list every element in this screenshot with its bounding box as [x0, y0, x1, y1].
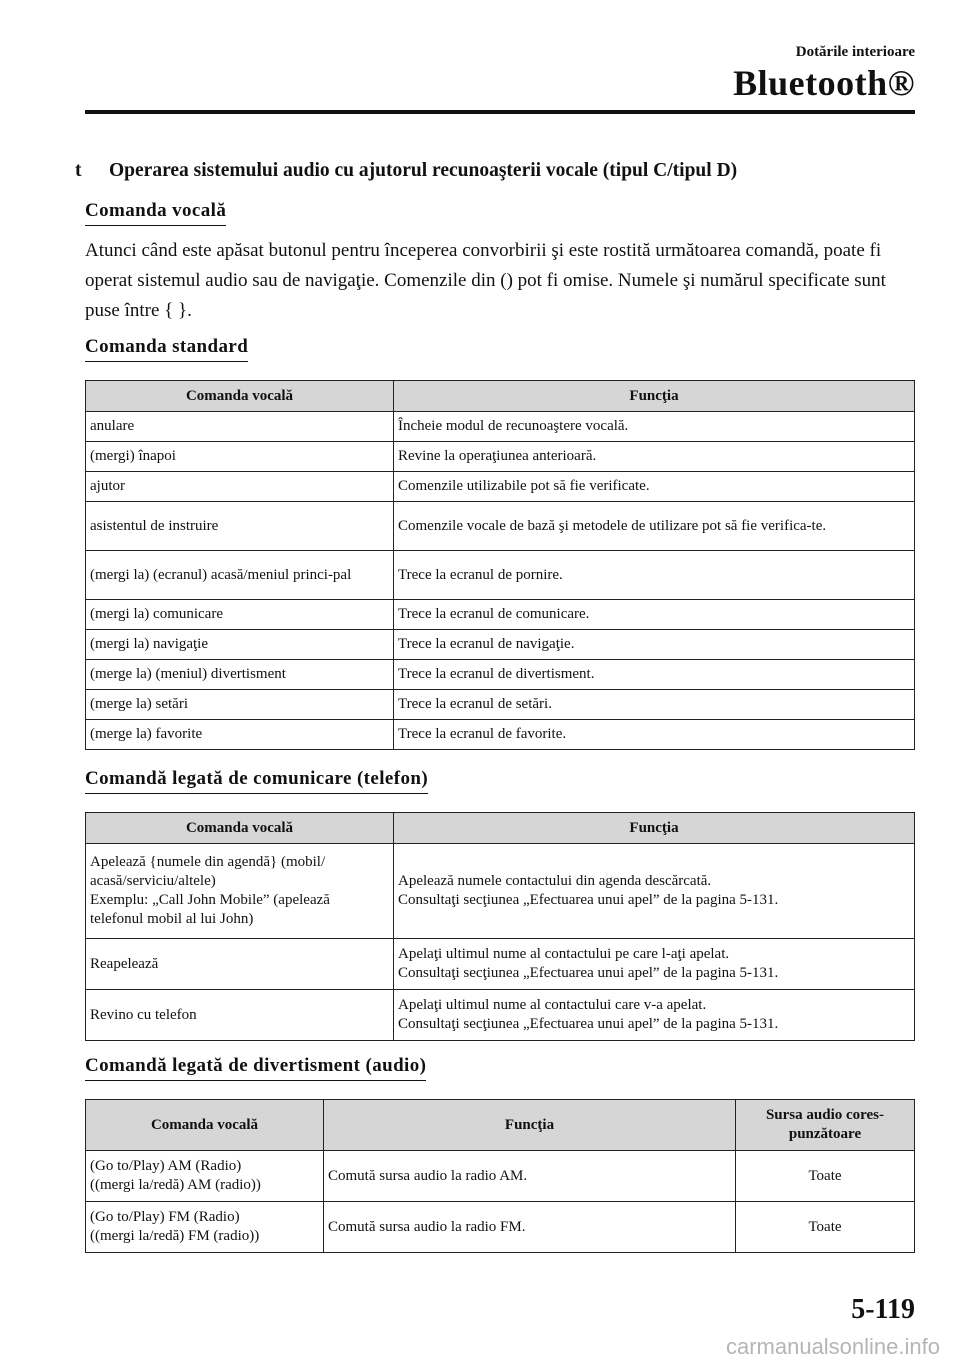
table-row [86, 600, 915, 630]
table-row [86, 660, 915, 690]
table-row [86, 990, 915, 1041]
command-line: Revino cu telefon [90, 1006, 197, 1023]
command-cell [86, 1151, 324, 1202]
table-header-row [86, 1100, 915, 1151]
table-header-row [86, 381, 915, 412]
table-row [86, 1202, 915, 1253]
table-row [86, 630, 915, 660]
table-header-row [86, 813, 915, 844]
function-cell: Încheie modul de recunoaştere vocală. [394, 412, 915, 442]
source-cell: Toate [736, 1202, 915, 1253]
table-row [86, 939, 915, 990]
command-cell: (merge la) (meniul) divertisment [86, 660, 394, 690]
communication-command-table [85, 812, 915, 1041]
function-cell: Trece la ecranul de comunicare. [394, 600, 915, 630]
standard-command-heading: Comanda standard [85, 336, 248, 362]
table-row [86, 502, 915, 551]
page-content [75, 160, 915, 1253]
table-row [86, 442, 915, 472]
table-row [86, 551, 915, 600]
table-row [86, 720, 915, 750]
command-cell [86, 1202, 324, 1253]
function-line: Consultaţi secţiunea „Efectuarea unui apel” de la pagina 5-131. [398, 892, 779, 908]
command-line: Exemplu: „Call John Mobile” (apelează [90, 892, 330, 908]
source-header-line: Sursa audio cores- [765, 1107, 885, 1123]
function-line: Apelaţi ultimul nume al contactului care v-a apelat. [398, 997, 707, 1013]
command-line: (Go to/Play) FM (Radio) [90, 1209, 240, 1225]
column-header-command: Comanda vocală [86, 381, 394, 412]
function-cell: Comută sursa audio la radio FM. [324, 1202, 736, 1253]
function-cell: Trece la ecranul de pornire. [394, 551, 915, 600]
command-line: acasă/serviciu/altele) [90, 873, 216, 889]
command-line: telefonul mobil al lui John) [90, 911, 254, 927]
function-cell: Trece la ecranul de divertisment. [394, 660, 915, 690]
command-cell: (mergi la) comunicare [86, 600, 394, 630]
bullet-marker: t [75, 160, 82, 181]
command-cell: (mergi la) (ecranul) acasă/meniul princi-pal [86, 551, 394, 600]
function-cell: Comenzile utilizabile pot să fie verificate. [394, 472, 915, 502]
command-cell: (mergi la) navigaţie [86, 630, 394, 660]
table-row [86, 412, 915, 442]
function-cell: Revine la operaţiunea anterioară. [394, 442, 915, 472]
entertainment-command-table [85, 1099, 915, 1253]
column-header-function: Funcţia [394, 381, 915, 412]
function-cell [394, 844, 915, 939]
command-line: (Go to/Play) AM (Radio) [90, 1158, 242, 1174]
voice-command-heading: Comanda vocală [85, 200, 226, 226]
entertainment-command-heading: Comandă legată de divertisment (audio) [85, 1055, 426, 1081]
function-line: Apelează numele contactului din agenda descărcată. [398, 873, 712, 889]
column-header-command: Comanda vocală [86, 1100, 324, 1151]
command-cell: anulare [86, 412, 394, 442]
command-cell [86, 939, 394, 990]
standard-command-table [85, 380, 915, 750]
table-row [86, 1151, 915, 1202]
header-section-name: Dotările interioare [795, 44, 915, 60]
table-row [86, 472, 915, 502]
function-cell: Trece la ecranul de setări. [394, 690, 915, 720]
column-header-function: Funcţia [324, 1100, 736, 1151]
voice-command-paragraph: Atunci când este apăsat butonul pentru începerea convorbirii şi este rostită următoarea comandă, poate fi operat sistemul audio sau de navigaţie. Comenzile din () pot fi omise. Numele şi numărul specificate sunt puse între { }. [85, 240, 886, 321]
command-cell: ajutor [86, 472, 394, 502]
function-cell: Trece la ecranul de navigaţie. [394, 630, 915, 660]
command-cell: (merge la) setări [86, 690, 394, 720]
function-cell: Trece la ecranul de favorite. [394, 720, 915, 750]
section-title-text: Operarea sistemului audio cu ajutorul recunoaşterii vocale (tipul C/tipul D) [109, 160, 738, 181]
table-row [86, 844, 915, 939]
command-line: ((mergi la/redă) FM (radio)) [90, 1228, 260, 1244]
function-cell: Comenzile vocale de bază şi metodele de utilizare pot să fie verifica-te. [394, 502, 915, 551]
command-cell: (merge la) favorite [86, 720, 394, 750]
source-cell: Toate [736, 1151, 915, 1202]
column-header-command: Comanda vocală [86, 813, 394, 844]
function-cell [394, 990, 915, 1041]
footer-watermark: carmanualsonline.info [725, 1334, 940, 1359]
function-cell: Comută sursa audio la radio AM. [324, 1151, 736, 1202]
column-header-function: Funcţia [394, 813, 915, 844]
source-header-line: punzătoare [788, 1126, 862, 1142]
command-cell: (mergi) înapoi [86, 442, 394, 472]
command-line: Reapelează [90, 955, 159, 972]
header-title: Bluetooth® [733, 63, 915, 103]
command-line: Apelează {numele din agendă} (mobil/ [90, 854, 326, 870]
function-cell [394, 939, 915, 990]
header-rule [85, 110, 915, 114]
command-cell: asistentul de instruire [86, 502, 394, 551]
table-row [86, 690, 915, 720]
function-line: Apelaţi ultimul nume al contactului pe care l-aţi apelat. [398, 946, 730, 962]
section-title [75, 160, 915, 182]
command-cell [86, 990, 394, 1041]
function-line: Consultaţi secţiunea „Efectuarea unui apel” de la pagina 5-131. [398, 965, 779, 981]
page-number: 5-119 [851, 1294, 915, 1325]
column-header-source [736, 1100, 915, 1151]
command-line: ((mergi la/redă) AM (radio)) [90, 1177, 261, 1193]
command-cell [86, 844, 394, 939]
function-line: Consultaţi secţiunea „Efectuarea unui apel” de la pagina 5-131. [398, 1016, 779, 1032]
communication-command-heading: Comandă legată de comunicare (telefon) [85, 768, 428, 794]
